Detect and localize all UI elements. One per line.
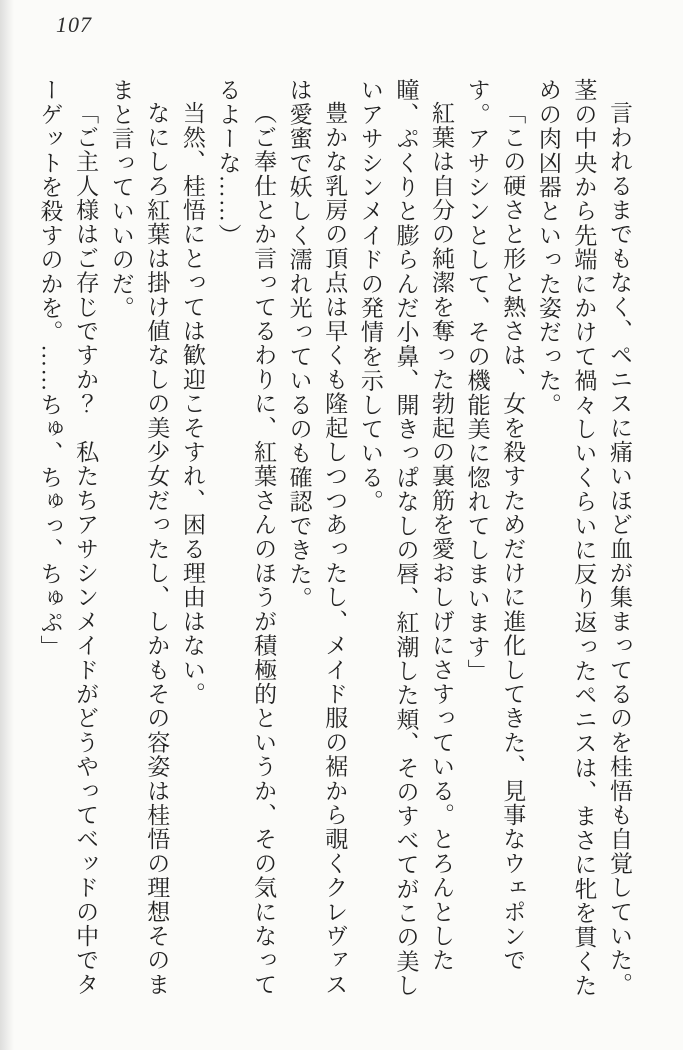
paragraph: 「この硬さと形と熱さは、女を殺すためだけに進化してきた、見事なウェポンです。アサシンとして、その機能美に惚れてしまいます」 xyxy=(464,78,526,973)
paragraph: 当然、桂悟にとっては歓迎こそすれ、困る理由はない。 xyxy=(179,101,205,706)
paragraph: （ご奉仕とか言ってるわりに、紅葉さんのほうが積極的というか、その気になってるよーな……） xyxy=(215,78,277,997)
paragraph: 紅葉は自分の純潔を奪った勃起の裏筋を愛おしげにさすっている。とろんとした瞳、ぷくりと膨らんだ小鼻、開きっぱなしの唇、紅潮した頬、そのすべてがこの美しいアサシンメイドの発情を示している。 xyxy=(357,78,455,998)
page-text-area xyxy=(25,78,637,1010)
paragraph: 「ご主人様はご存じですか？ 私たちアサシンメイドがどうやってベッドの中でターゲットを殺すのかを。……ちゅ、ちゅっ、ちゅぷ」 xyxy=(37,78,99,997)
scan-edge-shadow xyxy=(0,0,14,1050)
paragraph: なにしろ紅葉は掛け値なしの美少女だったし、しかもその容姿は桂悟の理想そのままと言っていいのだ。 xyxy=(108,78,170,997)
page-number: 107 xyxy=(56,12,92,37)
paragraph: 豊かな乳房の頂点は早くも隆起しつつあったし、メイド服の裾から覗くクレヴァスは愛蜜で妖しく濡れ光っているのも確認できた。 xyxy=(286,78,348,997)
paragraph: 言われるまでもなく、ペニスに痛いほど血が集まってるのを桂悟も自覚していた。茎の中央から先端にかけて禍々しいくらいに反り返ったペニスは、まさに牝を貫くための肉凶器といった姿だった。 xyxy=(535,78,632,998)
